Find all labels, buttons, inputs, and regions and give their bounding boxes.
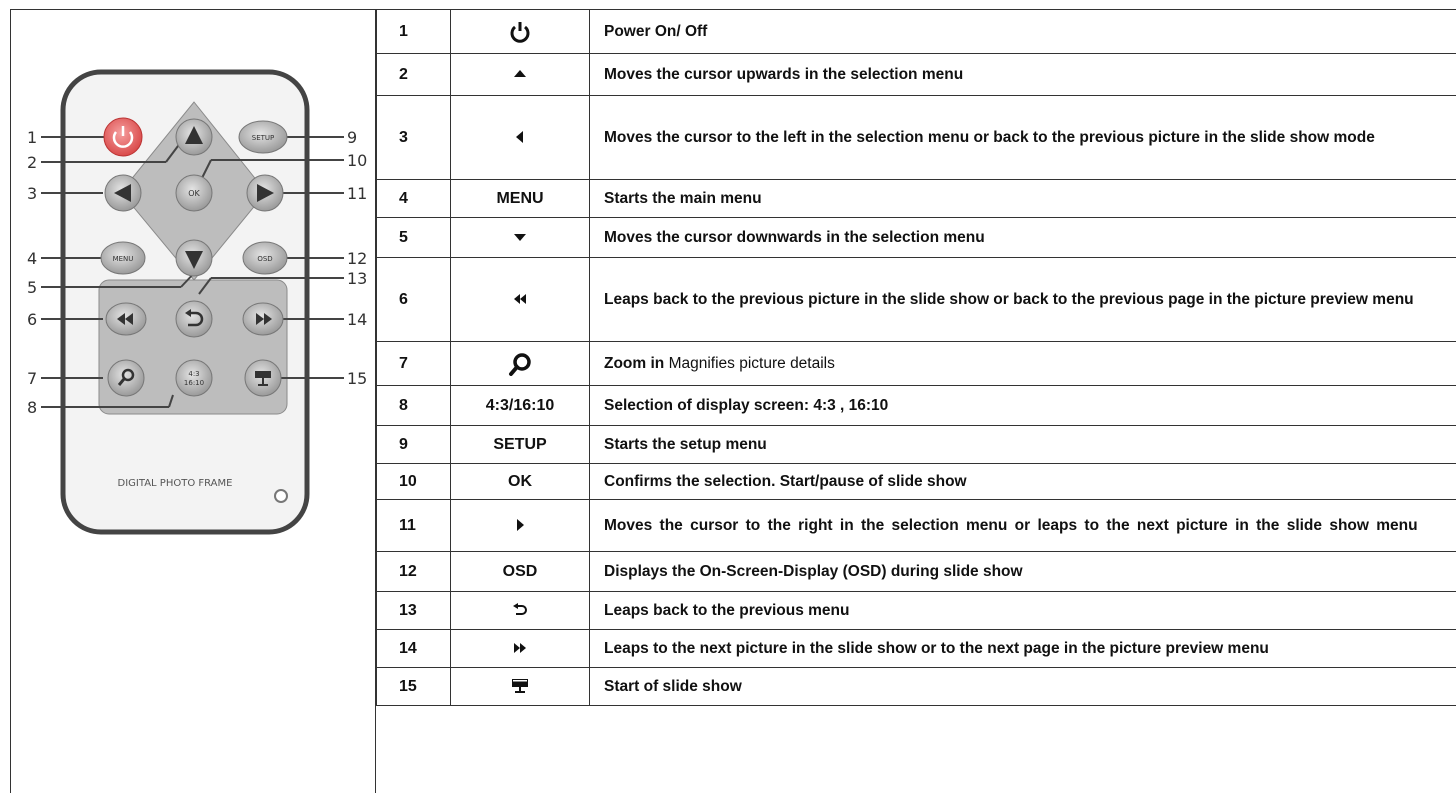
table-row	[377, 258, 1456, 342]
row-number: 1	[377, 10, 451, 54]
rewind-icon	[513, 293, 527, 305]
svg-text:MENU: MENU	[113, 255, 134, 263]
row-symbol	[451, 96, 590, 180]
power-icon	[509, 21, 531, 43]
callout-7: 7	[27, 369, 37, 388]
row-description: Displays the On-Screen-Display (OSD) during slide show	[590, 552, 1456, 592]
remote-illustration-cell	[10, 9, 376, 793]
remote-hole	[275, 490, 287, 502]
svg-text:OSD: OSD	[257, 255, 272, 263]
table-row	[377, 218, 1456, 258]
desc-plain: Magnifies picture details	[669, 355, 835, 372]
table-row	[377, 54, 1456, 96]
row-description: Moves the cursor upwards in the selection menu	[590, 54, 1456, 96]
arrow-up-icon	[513, 69, 527, 79]
desc-bold: Zoom in	[604, 355, 664, 372]
row-symbol: OSD	[451, 552, 590, 592]
row-number: 11	[377, 500, 451, 552]
callout-1: 1	[27, 128, 37, 147]
row-number: 6	[377, 258, 451, 342]
callout-5: 5	[27, 278, 37, 297]
remote-control-illustration	[11, 10, 377, 794]
zoom-button	[108, 360, 144, 396]
row-description: Start of slide show	[590, 668, 1456, 706]
row-number: 9	[377, 426, 451, 464]
svg-text:4:3: 4:3	[188, 370, 199, 378]
row-description	[590, 342, 1456, 386]
callout-2: 2	[27, 153, 37, 172]
callout-9: 9	[347, 128, 357, 147]
row-description: Moves the cursor downwards in the selection menu	[590, 218, 1456, 258]
callout-8: 8	[27, 398, 37, 417]
row-number: 3	[377, 96, 451, 180]
row-description: Power On/ Off	[590, 10, 1456, 54]
table-row	[377, 180, 1456, 218]
row-symbol: SETUP	[451, 426, 590, 464]
aspect-ratio-button	[176, 360, 212, 396]
row-symbol	[451, 342, 590, 386]
row-number: 7	[377, 342, 451, 386]
row-symbol	[451, 54, 590, 96]
callout-13: 13	[347, 269, 367, 288]
svg-text:OK: OK	[188, 189, 200, 198]
row-description: Confirms the selection. Start/pause of slide show	[590, 464, 1456, 500]
row-symbol: MENU	[451, 180, 590, 218]
table-row	[377, 464, 1456, 500]
callout-4: 4	[27, 249, 37, 268]
table-row	[377, 426, 1456, 464]
row-symbol	[451, 10, 590, 54]
table-row	[377, 386, 1456, 426]
return-icon	[512, 603, 528, 617]
row-description: Leaps to the next picture in the slide show or to the next page in the picture preview menu	[590, 630, 1456, 668]
row-number: 12	[377, 552, 451, 592]
svg-text:16:10: 16:10	[184, 379, 204, 387]
table-row	[377, 552, 1456, 592]
table-row	[377, 96, 1456, 180]
row-symbol: OK	[451, 464, 590, 500]
callout-10: 10	[347, 151, 367, 170]
table-row	[377, 500, 1456, 552]
table-row	[377, 10, 1456, 54]
svg-text:SETUP: SETUP	[252, 134, 275, 142]
row-symbol	[451, 592, 590, 630]
zoom-icon	[508, 352, 532, 376]
row-description: Starts the main menu	[590, 180, 1456, 218]
button-function-table	[376, 9, 1456, 706]
arrow-down-icon	[513, 232, 527, 242]
row-description: Moves the cursor to the right in the selection menu or leaps to the next picture in the slide show menu	[590, 500, 1456, 552]
callout-15: 15	[347, 369, 367, 388]
row-symbol	[451, 668, 590, 706]
callout-12: 12	[347, 249, 367, 268]
row-description: Leaps back to the previous picture in the slide show or back to the previous page in the picture preview menu	[590, 258, 1456, 342]
row-symbol	[451, 218, 590, 258]
table-row	[377, 630, 1456, 668]
callout-3: 3	[27, 184, 37, 203]
row-symbol	[451, 258, 590, 342]
row-symbol	[451, 500, 590, 552]
table-row	[377, 342, 1456, 386]
row-number: 15	[377, 668, 451, 706]
power-button	[104, 118, 142, 156]
slideshow-icon	[511, 678, 529, 694]
row-symbol	[451, 630, 590, 668]
arrow-left-icon	[515, 130, 525, 144]
callout-11: 11	[347, 184, 367, 203]
row-description: Leaps back to the previous menu	[590, 592, 1456, 630]
row-symbol: 4:3/16:10	[451, 386, 590, 426]
table-row	[377, 592, 1456, 630]
callout-14: 14	[347, 310, 367, 329]
row-number: 13	[377, 592, 451, 630]
row-number: 4	[377, 180, 451, 218]
row-description: Moves the cursor to the left in the selection menu or back to the previous picture in the slide show mode	[590, 96, 1456, 180]
row-description: Selection of display screen: 4:3 , 16:10	[590, 386, 1456, 426]
row-number: 14	[377, 630, 451, 668]
fast-forward-icon	[513, 642, 527, 654]
table-row	[377, 668, 1456, 706]
row-number: 2	[377, 54, 451, 96]
row-number: 5	[377, 218, 451, 258]
remote-caption: DIGITAL PHOTO FRAME	[118, 478, 233, 489]
row-number: 8	[377, 386, 451, 426]
row-description: Starts the setup menu	[590, 426, 1456, 464]
arrow-right-icon	[515, 518, 525, 532]
return-button	[176, 301, 212, 337]
callout-6: 6	[27, 310, 37, 329]
row-number: 10	[377, 464, 451, 500]
